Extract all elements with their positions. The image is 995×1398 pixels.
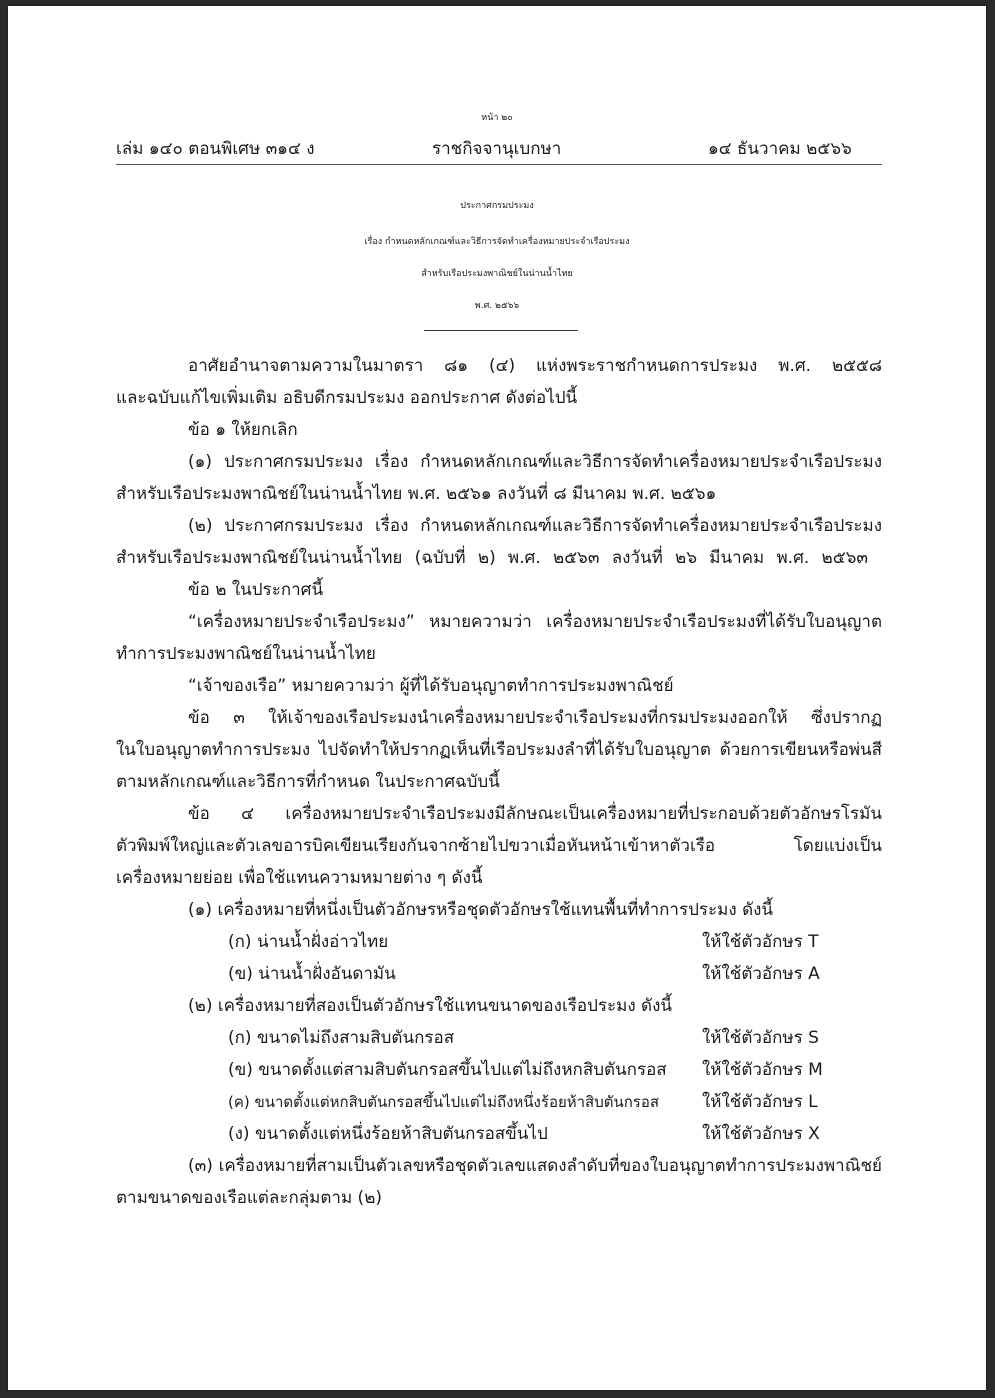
mark-2-item-label: (ค) ขนาดตั้งแต่หกสิบตันกรอสขึ้นไปแต่ไม่ถึงหนึ่งร้อยห้าสิบตันกรอส <box>228 1093 660 1111</box>
mark-2-item-value: ให้ใช้ตัวอักษร M <box>702 1060 823 1080</box>
mark-1-item-label: (ก) น่านน้ำฝั่งอ่าวไทย <box>228 932 389 952</box>
clause-4-line-3: เครื่องหมายย่อย เพื่อใช้แทนความหมายต่าง ๆ ดังนี้ <box>116 868 483 888</box>
clause-1: ข้อ ๑ ให้ยกเลิก <box>188 420 298 440</box>
clause-3-line-3: ตามหลักเกณฑ์และวิธีการที่กำหนด ในประกาศฉบับนี้ <box>116 772 500 792</box>
gazette-volume: เล่ม ๑๔๐ ตอนพิเศษ ๓๑๔ ง <box>116 139 315 159</box>
subject-line-1: เรื่อง กำหนดหลักเกณฑ์และวิธีการจัดทำเครื่องหมายประจำเรือประมง <box>364 237 630 247</box>
clause-3-line-1: ข้อ ๓ ให้เจ้าของเรือประมงนำเครื่องหมายประจำเรือประมงที่กรมประมงออกให้ ซึ่งปรากฏ <box>188 708 882 728</box>
mark-2-item-value: ให้ใช้ตัวอักษร X <box>702 1124 820 1144</box>
announcement-title: ประกาศกรมประมง <box>460 201 534 211</box>
title-rule <box>424 330 578 331</box>
mark-1-item-value: ให้ใช้ตัวอักษร T <box>702 932 819 952</box>
clause-1-item-2-line-2: สำหรับเรือประมงพาณิชย์ในน่านน้ำไทย (ฉบับที่ ๒) พ.ศ. ๒๕๖๓ ลงวันที่ ๒๖ มีนาคม พ.ศ. ๒๕๖๓ <box>116 548 868 568</box>
document-page <box>8 6 986 1390</box>
mark-3-line-2: ตามขนาดของเรือแต่ละกลุ่มตาม (๒) <box>116 1188 383 1208</box>
mark-2-item-label: (ข) ขนาดตั้งแต่สามสิบตันกรอสขึ้นไปแต่ไม่ถึงหกสิบตันกรอส <box>228 1060 667 1080</box>
mark-2-item-value: ให้ใช้ตัวอักษร L <box>702 1092 818 1112</box>
preamble-line-1: อาศัยอำนาจตามความในมาตรา ๘๑ (๔) แห่งพระราชกำหนดการประมง พ.ศ. ๒๕๕๘ <box>188 356 882 376</box>
definition-1-line-2: ทำการประมงพาณิชย์ในน่านน้ำไทย <box>116 644 376 664</box>
gazette-name: ราชกิจจานุเบกษา <box>432 139 562 159</box>
clause-1-item-2-line-1: (๒) ประกาศกรมประมง เรื่อง กำหนดหลักเกณฑ์และวิธีการจัดทำเครื่องหมายประจำเรือประมง <box>188 516 882 536</box>
clause-1-item-1-line-2: สำหรับเรือประมงพาณิชย์ในน่านน้ำไทย พ.ศ. ๒๕๖๑ ลงวันที่ ๘ มีนาคม พ.ศ. ๒๕๖๑ <box>116 484 717 504</box>
page-number: หน้า ๒๐ <box>481 113 513 123</box>
clause-1-item-1-line-1: (๑) ประกาศกรมประมง เรื่อง กำหนดหลักเกณฑ์และวิธีการจัดทำเครื่องหมายประจำเรือประมง <box>188 452 882 472</box>
clause-2: ข้อ ๒ ในประกาศนี้ <box>188 580 324 600</box>
mark-2-item-label: (ก) ขนาดไม่ถึงสามสิบตันกรอส <box>228 1028 455 1048</box>
clause-4-line-2: ตัวพิมพ์ใหญ่และตัวเลขอารบิคเขียนเรียงกันจากซ้ายไปขวาเมื่อหันหน้าเข้าหาตัวเรือ โดยแบ่งเป็น <box>116 836 882 856</box>
definition-1-line-1: “เครื่องหมายประจำเรือประมง” หมายความว่า เครื่องหมายประจำเรือประมงที่ได้รับใบอนุญาต <box>188 612 882 632</box>
mark-3-line-1: (๓) เครื่องหมายที่สามเป็นตัวเลขหรือชุดตัวเลขแสดงลำดับที่ของใบอนุญาตทำการประมงพาณิชย์ <box>188 1156 882 1176</box>
mark-2-item-label: (ง) ขนาดตั้งแต่หนึ่งร้อยห้าสิบตันกรอสขึ้นไป <box>228 1124 548 1144</box>
gazette-date: ๑๔ ธันวาคม ๒๕๖๖ <box>708 139 852 159</box>
definition-2: “เจ้าของเรือ” หมายความว่า ผู้ที่ได้รับอนุญาตทำการประมงพาณิชย์ <box>188 676 674 696</box>
mark-1-item-value: ให้ใช้ตัวอักษร A <box>702 964 820 984</box>
mark-1-item-label: (ข) น่านน้ำฝั่งอันดามัน <box>228 964 396 984</box>
subject-line-2: สำหรับเรือประมงพาณิชย์ในน่านน้ำไทย <box>421 269 573 279</box>
mark-1-heading: (๑) เครื่องหมายที่หนึ่งเป็นตัวอักษรหรือชุดตัวอักษรใช้แทนพื้นที่ทำการประมง ดังนี้ <box>188 900 774 920</box>
mark-2-heading: (๒) เครื่องหมายที่สองเป็นตัวอักษรใช้แทนขนาดของเรือประมง ดังนี้ <box>188 996 673 1016</box>
header-rule <box>116 164 882 165</box>
preamble-line-2: และฉบับแก้ไขเพิ่มเติม อธิบดีกรมประมง ออกประกาศ ดังต่อไปนี้ <box>116 388 578 408</box>
clause-4-line-1: ข้อ ๔ เครื่องหมายประจำเรือประมงมีลักษณะเป็นเครื่องหมายที่ประกอบด้วยตัวอักษรโรมัน <box>188 804 882 824</box>
announcement-year: พ.ศ. ๒๕๖๖ <box>474 301 520 311</box>
mark-2-item-value: ให้ใช้ตัวอักษร S <box>702 1028 819 1048</box>
clause-3-line-2: ในใบอนุญาตทำการประมง ไปจัดทำให้ปรากฏเห็นที่เรือประมงลำที่ได้รับใบอนุญาต ด้วยการเขียนหรือพ่นสี <box>116 740 882 760</box>
